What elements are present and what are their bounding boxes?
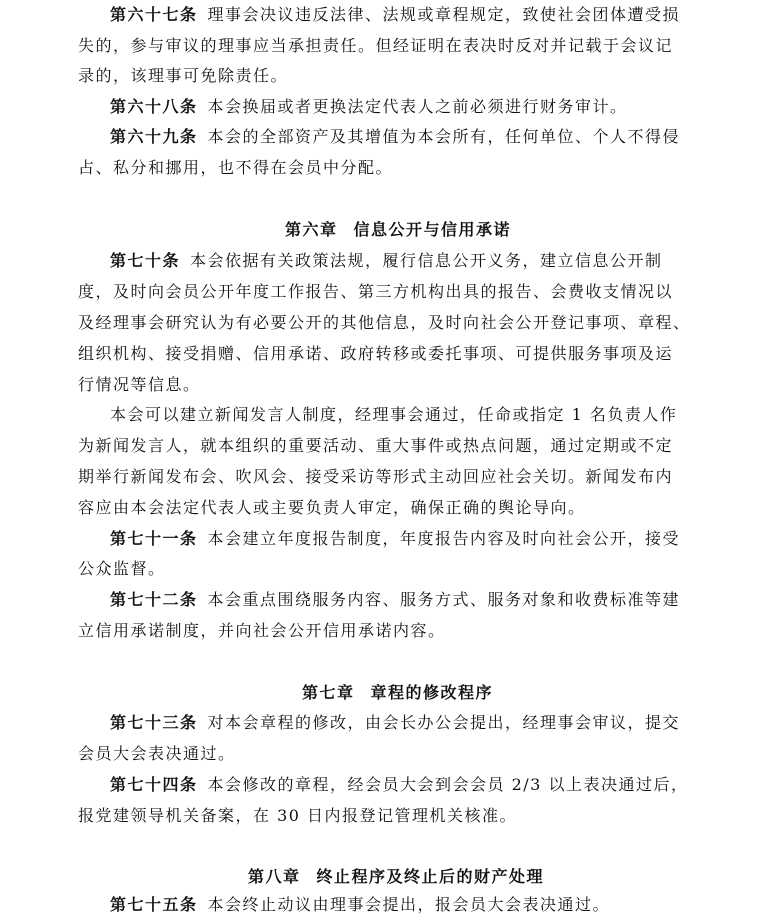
article-70-line-5: 行情况等信息。 bbox=[78, 375, 201, 394]
article-70-line-2: 度，及时向会员公开年度工作报告、第三方机构出具的报告、会费收支情况以 bbox=[78, 282, 674, 301]
article-71-line-2: 公众监督。 bbox=[78, 559, 166, 578]
article-70-text: 本会依据有关政策法规，履行信息公开义务，建立信息公开制 bbox=[190, 251, 663, 270]
article-69-line-2: 占、私分和挪用，也不得在会员中分配。 bbox=[78, 158, 394, 177]
chapter-6-title: 信息公开与信用承诺 bbox=[353, 220, 512, 239]
spokesman-line-3: 期举行新闻发布会、吹风会、接受采访等形式主动回应社会关切。新闻发布内 bbox=[78, 467, 674, 486]
article-68-label: 第六十八条 bbox=[110, 97, 198, 116]
article-69-line-1 bbox=[110, 127, 680, 147]
spokesman-line-4: 容应由本会法定代表人或主要负责人审定，确保正确的舆论导向。 bbox=[78, 498, 586, 517]
chapter-7-number: 第七章 bbox=[302, 683, 355, 702]
article-75-label: 第七十五条 bbox=[110, 895, 198, 914]
article-72-label: 第七十二条 bbox=[110, 590, 198, 609]
article-71-text: 本会建立年度报告制度，年度报告内容及时向社会公开，接受 bbox=[207, 529, 681, 548]
article-69-label: 第六十九条 bbox=[110, 127, 198, 146]
chapter-8-title: 终止程序及终止后的财产处理 bbox=[316, 867, 545, 886]
article-74-label: 第七十四条 bbox=[110, 775, 198, 794]
article-74-text: 本会修改的章程，经会员大会到会会员 2/3 以上表决通过后， bbox=[207, 775, 689, 794]
article-72-line-1 bbox=[110, 590, 680, 610]
article-67-label: 第六十七条 bbox=[110, 5, 198, 24]
chapter-6-heading bbox=[285, 220, 511, 240]
chapter-7-heading bbox=[302, 683, 493, 703]
spokesman-line-2: 为新闻发言人，就本组织的重要活动、重大事件或热点问题，通过定期或不定 bbox=[78, 436, 674, 455]
article-72-text: 本会重点围绕服务内容、服务方式、服务对象和收费标准等建 bbox=[207, 590, 681, 609]
spokesman-line-1: 本会可以建立新闻发言人制度，经理事会通过，任命或指定 1 名负责人作 bbox=[110, 405, 678, 424]
article-67-line-1 bbox=[110, 5, 680, 25]
chapter-8-number: 第八章 bbox=[248, 867, 301, 886]
article-73-line-1 bbox=[110, 713, 680, 733]
article-68-line-1 bbox=[110, 97, 628, 117]
article-73-line-2: 会员大会表决通过。 bbox=[78, 744, 236, 763]
chapter-7-title: 章程的修改程序 bbox=[370, 683, 494, 702]
article-71-line-1 bbox=[110, 529, 680, 549]
article-67-line-3: 录的，该理事可免除责任。 bbox=[78, 66, 289, 85]
article-68-text: 本会换届或者更换法定代表人之前必须进行财务审计。 bbox=[207, 97, 628, 116]
article-73-text: 对本会章程的修改，由会长办公会提出，经理事会审议，提交 bbox=[207, 713, 681, 732]
article-75-line-1 bbox=[110, 895, 610, 915]
article-72-line-2: 立信用承诺制度，并向社会公开信用承诺内容。 bbox=[78, 621, 446, 640]
article-70-label: 第七十条 bbox=[110, 251, 181, 270]
article-74-line-2: 报党建领导机关备案，在 30 日内报登记管理机关核准。 bbox=[78, 806, 518, 825]
article-74-line-1 bbox=[110, 775, 688, 795]
chapter-6-number: 第六章 bbox=[285, 220, 338, 239]
article-70-line-4: 组织机构、接受捐赠、信用承诺、政府转移或委托事项、可提供服务事项及运 bbox=[78, 344, 674, 363]
article-75-text: 本会终止动议由理事会提出，报会员大会表决通过。 bbox=[207, 895, 611, 914]
chapter-8-heading bbox=[248, 867, 544, 887]
article-73-label: 第七十三条 bbox=[110, 713, 198, 732]
article-71-label: 第七十一条 bbox=[110, 529, 198, 548]
article-70-line-1 bbox=[110, 251, 663, 271]
article-69-text: 本会的全部资产及其增值为本会所有，任何单位、个人不得侵 bbox=[207, 127, 681, 146]
article-70-line-3: 及经理事会研究认为有必要公开的其他信息，及时向社会公开登记事项、章程、 bbox=[78, 313, 691, 332]
article-67-line-2: 失的，参与审议的理事应当承担责任。但经证明在表决时反对并记载于会议记 bbox=[78, 36, 674, 55]
article-67-text: 理事会决议违反法律、法规或章程规定，致使社会团体遭受损 bbox=[207, 5, 681, 24]
